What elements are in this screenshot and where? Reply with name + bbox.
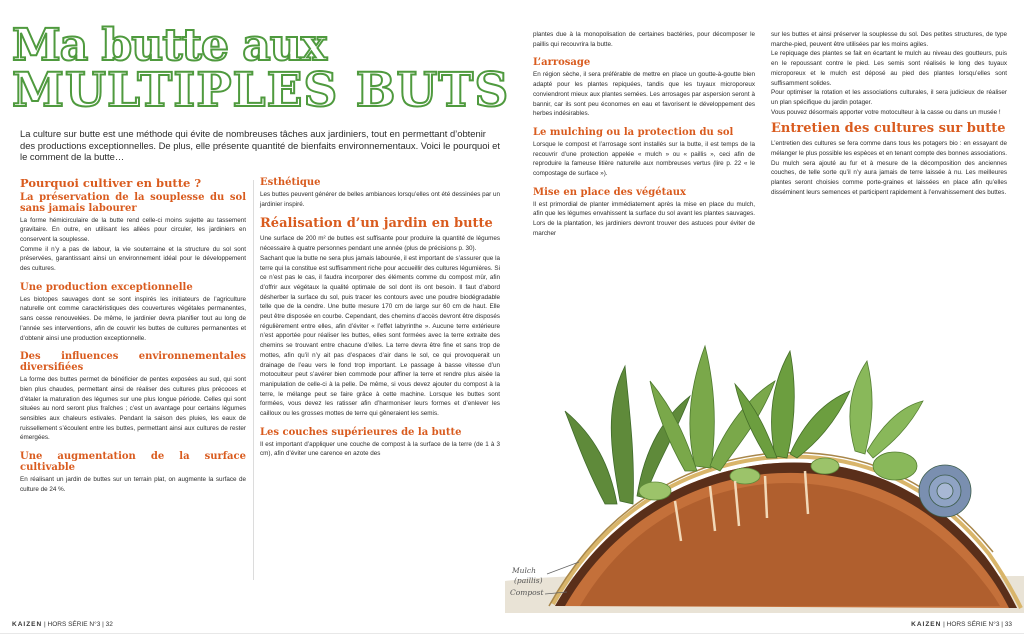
heading-production: Une production exceptionnelle xyxy=(20,281,193,293)
paragraph: Comme il n’y a pas de labour, la vie souterraine et la structure du sol sont préservées, garantissant ainsi un environnement idéal pour le développement des cultures. xyxy=(20,245,246,273)
paragraph: La forme des buttes permet de bénéficier de pentes exposées au sud, qui sont bien plus chaudes, permettant ainsi de réaliser des cultures plus précoces et d’étaler la maturation des légumes sur une plus longue période. Celles qui sont situées au nord seront plus fraîches ; c’est un avantage pour certains légumes sensibles aux chaleurs estivales. Pendant la saison des pluies, les eaux de ruissellement s’écoulent entre les buttes, permettant ainsi aux cultures de rester émergées. xyxy=(20,376,246,442)
heading-esthetique: Esthétique xyxy=(260,177,321,188)
paragraph: Vous pouvez désormais apporter votre motoculteur à la casse ou dans un musée ! xyxy=(771,108,1001,116)
caption-paillis: (paillis) xyxy=(514,576,543,585)
paragraph: Lorsque le compost et l’arrosage sont installés sur la butte, il est temps de la recouvrir d’une protection appelée « mulch » ou « paillis », ceci afin de reproduire la fameuse litière naturelle aux nombreuses vertus (lire p. 22 « le compostage de surface »). xyxy=(533,140,755,178)
brand-logo: KAIZEN xyxy=(911,621,942,628)
issue-label: | HORS SÉRIE N°3 | xyxy=(943,621,1003,628)
paragraph: Il est important d’appliquer une couche de compost à la surface de la terre (de 1 à 3 cm), afin d’éviter une carence en azote des xyxy=(260,440,500,458)
paragraph: La forme hémicirculaire de la butte rend celle-ci moins sujette au tassement gravitaire. En outre, en utilisant les allées pour circuler, les jardiniers en conservent la souplesse. xyxy=(20,216,246,243)
paragraph: Les biotopes sauvages dont se sont inspirés les initiateurs de l’agriculture naturelle ont comme caractéristiques des couvertures végétales permanentes, sans cesse renouvelées. De même, le jardinier devra planifier tout au long de l’année ses interventions, afin de couvrir les buttes de cultures permanentes et d’obtenir ainsi une production exceptionnelle. xyxy=(20,295,246,342)
title-line-1: Ma butte aux xyxy=(12,20,326,71)
subheading-soil: La préservation de la souplesse du sol sans jamais labourer xyxy=(20,191,246,214)
paragraph: Les buttes peuvent générer de belles ambiances lorsqu’elles ont été dessinées par un jardinier inspiré. xyxy=(260,191,500,208)
issue-label: | HORS SÉRIE N°3 | xyxy=(44,621,104,628)
intro-paragraph xyxy=(20,128,502,163)
heading-surface: Une augmentation de la surface cultivable xyxy=(20,451,246,474)
paragraph: Il est primordial de planter immédiatement après la mise en place du mulch, afin que les légumes envahissent la surface du sol avant les plantes sauvages. Lors de la plantation, les jardiniers devront trouver des astuces pour éviter de marcher xyxy=(533,200,755,237)
column-4 xyxy=(771,30,1007,198)
footer-right xyxy=(911,621,1012,628)
paragraph: Sachant que la butte ne sera plus jamais labourée, il est important de s’assurer que la terre qui la constitue est suffisamment riche pour accueillir des cultures légumières. Si ce n’est pas le cas, il faudra incorporer des éléments comme du compost mûr, afin d’offrir aux végétaux la qualité optimale de sol dont ils ont besoin. Il faut d’abord désherber la surface du sol, puis tracer les contours avec une poudre biodégradable telle que de la cendre. Une butte mesure 170 cm de large sur 60 cm de haut. Elle peut être disposée en courbe. Cependant, des chemins d’accès devront être disposés régulièrement entre elles, afin d’éviter « l’effet labyrinthe ». Aucune terre extérieure n’est apportée pour réaliser les buttes, elles sont formées avec la terre extraite des chemins se trouvant entre chacune d’elles. La terre devra être fine et sans trop de mottes, afin qu’il n’y ait pas d’espaces d’air dans le sol, ce qui provoquerait un drainage de l’eau vers le fond trop important. Le passage à basse vitesse d’un motoculteur peut s’avérer bien commode pour affiner la terre et rendre plus aisée la manipulation de celle-ci à la pelle. De même, si vous devez ajouter du compost à la terre, le mélange peut se faire grâce à cette machine. Lorsque les buttes sont formées, vous devez les ratisser afin d’harmoniser leurs formes et d’enlever les cailloux ou les grosses mottes de terre qui gêneraient les semis. xyxy=(260,254,500,418)
heading-entretien: Entretien des cultures sur butte xyxy=(771,121,1006,137)
column-divider xyxy=(253,180,254,580)
heading-vegetaux: Mise en place des végétaux xyxy=(533,186,686,198)
butte-drawing xyxy=(505,326,1024,613)
paragraph: Pour optimiser la rotation et les associations culturales, il sera judicieux de réaliser un plan spécifique du jardin potager. xyxy=(771,89,1007,106)
title-line-2: MULTIPLES BUTS xyxy=(12,63,510,118)
heading-influences: Des influences environnementales diversifiées xyxy=(20,351,246,374)
paragraph: En région sèche, il sera préférable de mettre en place un goutte-à-goutte bien adapté pour les plantes repiquées, tandis que les tuyaux microporeux conviendront mieux aux plantes semées. Les arrosages par aspersion seront à bannir, car ils sont peu économes en eau et favorisent le développement des herbes indésirables. xyxy=(533,71,755,118)
caption-mulch: Mulch xyxy=(512,566,536,575)
page-number: 32 xyxy=(105,621,113,628)
paragraph: L’entretien des cultures se fera comme dans tous les potagers bio : en essayant de mélanger le plus possible les espèces et en tenant compte des bonnes associations. Du mulch sera ajouté au fur et à mesure de la décomposition des anciennes couches, de telle sorte qu’il n’y aura jamais de terre laissée à nu. Les meilleures plantes seront choisies comme porte-graines et laissées en place afin qu’elles disséminent leurs semences et participent rapidement à l’envahissement des buttes. xyxy=(771,140,1007,196)
intro-text: La culture sur butte est une méthode qui évite de nombreuses tâches aux jardiniers, tout en permettant d’obtenir des productions exceptionnelles. De plus, elle présente quantité de bienfaits environnementaux. Voici le pourquoi et le comment de la butte… xyxy=(20,128,500,162)
column-1 xyxy=(20,177,246,495)
heading-couches: Les couches supérieures de la butte xyxy=(260,426,462,438)
brand-logo: KAIZEN xyxy=(12,621,43,628)
paragraph: plantes due à la monopolisation de certaines bactéries, pour décomposer le paillis qui recouvrira la butte. xyxy=(533,31,755,48)
paragraph: En réalisant un jardin de buttes sur un terrain plat, on augmente la surface de culture de 24 %. xyxy=(20,476,246,493)
heading-why-butte: Pourquoi cultiver en butte ? xyxy=(20,176,202,190)
footer-left xyxy=(12,621,113,628)
butte-illustration xyxy=(505,326,1024,613)
page-number: 33 xyxy=(1004,621,1012,628)
paragraph: sur les buttes et ainsi préserver la souplesse du sol. Des petites structures, de type marche-pied, peuvent être utilisées par les moins agiles. xyxy=(771,31,1007,48)
heading-mulching: Le mulching ou la protection du sol xyxy=(533,126,734,138)
heading-arrosage: L’arrosage xyxy=(533,57,591,69)
footer-rule xyxy=(0,633,1024,634)
column-2 xyxy=(260,177,500,459)
paragraph: Le repiquage des plantes se fait en écartant le mulch au niveau des goutteurs, puis en le repoussant contre le pied. Les semis sont réalisés le long des tuyaux microporeux et le mulch est déposé au pied des plantes lorsqu’elles sont suffisamment solides. xyxy=(771,50,1007,87)
caption-compost: Compost xyxy=(510,588,544,597)
column-3 xyxy=(533,30,755,239)
heading-realisation: Réalisation d’un jardin en butte xyxy=(260,216,493,232)
paragraph: Une surface de 200 m² de buttes est suffisante pour produire la quantité de légumes nécessaire à quatre personnes pendant une année (plus de précisions p. 30). xyxy=(260,235,500,253)
